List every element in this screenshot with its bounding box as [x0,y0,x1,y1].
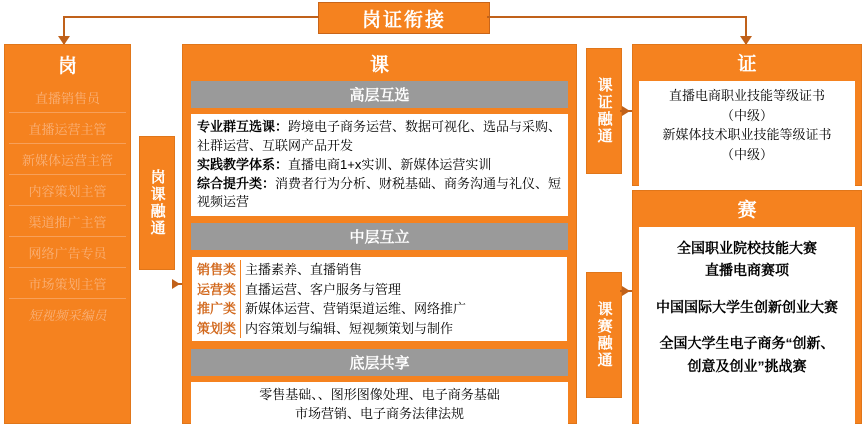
bottom-block-row: 市场营销、电子商务法律法规 [294,406,464,422]
middle-block-value: 直播运营、客户服务与管理 [245,281,402,297]
left-column-gang [4,44,131,424]
center-column-ke [182,44,577,424]
band-middle: 中层互立 [191,223,568,250]
middle-block-row [197,299,562,319]
competition-line: 全国职业院校技能大赛 [677,240,817,256]
list-item: 渠道推广主管 [9,206,126,237]
top-block-key: 实践教学体系 [197,156,276,172]
left-column-title: 岗 [57,56,77,77]
top-block-row: 综合提升类：消费者行为分析、财税基础、商务沟通与礼仪、短视频运营 [197,175,562,210]
list-item: （中级） [720,107,773,123]
divider [240,280,241,300]
top-block-value: 跨境电子商务运营、数据可视化、选品与采购、社群运营、互联网产品开发 [197,119,562,153]
right-sai-title: 赛 [737,200,757,221]
list-item: 市场策划主管 [9,268,126,299]
top-block [191,114,568,216]
competition-line: 直播电商赛项 [705,262,789,279]
connector-2-arrow-icon [622,106,630,116]
top-block-value: 消费者行为分析、财税基础、商务沟通与礼仪、短视频运营 [197,175,562,210]
list-item: 网络广告专员 [9,237,126,268]
list-item: 新媒体技术职业技能等级证书 [662,127,832,142]
list-item: （中级） [720,146,773,162]
divider [240,299,241,319]
bottom-block-row: 零售基础、、图形图像处理、电子商务基础 [259,387,500,403]
right-zheng-title: 证 [737,54,757,75]
top-block-row: 专业群互选课：跨境电子商务运营、数据可视化、选品与采购、社群运营、互联网产品开发 [197,119,562,153]
band-top: 高层互选 [191,81,568,108]
certificate-list [639,81,855,187]
middle-block-key: 推广类 [197,301,237,317]
top-block-key: 综合提升类 [197,175,263,191]
top-block-value: 直播电商1+x实训、新媒体运营实训 [288,156,492,172]
divider [240,319,241,339]
middle-block-row [197,280,562,300]
top-banner: 岗证衔接 [318,2,490,34]
bottom-block [191,382,568,428]
right-column-sai [632,190,862,424]
list-item: 直播运营主管 [9,113,126,144]
middle-block-value: 新媒体运营、营销渠道运维、网络推广 [245,301,467,317]
list-item: 短视频采编员 [28,308,107,323]
divider [240,260,241,280]
list-item [645,332,849,377]
connector-ke-sai: 课赛融通 [586,272,622,398]
middle-block [191,256,568,342]
banner-left-line [63,16,319,18]
band-bottom: 底层共享 [191,349,568,376]
list-item [645,237,849,282]
connector-ke-zheng: 课证融通 [586,48,622,174]
list-item: 内容策划主管 [9,175,126,206]
center-column-title: 课 [369,55,389,76]
middle-block-key: 运营类 [197,281,237,297]
connector-1-arrow-icon [172,279,180,289]
list-item: 直播电商职业技能等级证书 [668,88,825,103]
competition-line: 中国国际大学生创新创业大赛 [656,298,838,315]
banner-right-line [487,16,747,18]
middle-block-value: 内容策划与编辑、短视频策划与制作 [245,320,454,336]
middle-block-row [197,319,562,339]
job-list [5,82,130,329]
middle-block-key: 策划类 [197,320,237,336]
connector-gang-ke: 岗课融通 [139,136,175,270]
middle-block-row [197,260,562,280]
list-item [645,296,849,318]
competition-list [639,227,855,433]
top-block-row: 实践教学体系：直播电商1+x实训、新媒体运营实训 [197,156,492,172]
connector-3-arrow-icon [622,286,630,296]
list-item: 直播销售员 [9,82,126,113]
competition-line: 全国大学生电子商务“创新、 [659,335,835,352]
competition-line: 创意及创业”挑战赛 [687,357,807,374]
list-item: 新媒体运营主管 [9,144,126,175]
right-column-zheng [632,44,862,186]
top-block-key: 专业群互选课 [197,119,276,134]
middle-block-key: 销售类 [197,262,237,278]
middle-block-value: 主播素养、直播销售 [245,262,363,278]
